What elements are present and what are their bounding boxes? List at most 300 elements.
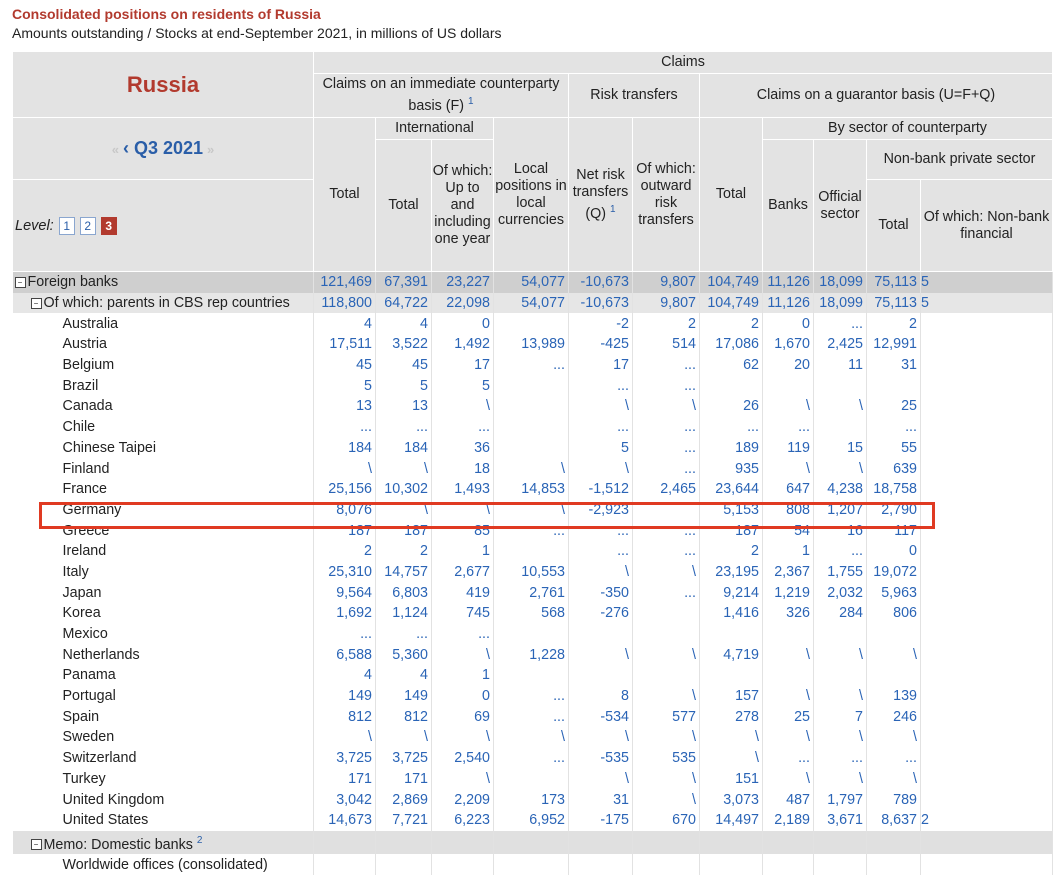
value-cell[interactable] xyxy=(700,375,763,396)
value-cell[interactable]: 1,416 xyxy=(700,603,763,624)
value-cell[interactable]: \ xyxy=(432,396,494,417)
value-cell[interactable] xyxy=(763,375,814,396)
collapse-toggle-icon[interactable]: − xyxy=(31,298,42,309)
value-cell[interactable] xyxy=(633,665,700,686)
value-cell[interactable] xyxy=(814,417,867,438)
value-cell[interactable]: -425 xyxy=(569,334,633,355)
value-cell[interactable]: \ xyxy=(814,727,867,748)
value-cell[interactable]: 419 xyxy=(432,582,494,603)
value-cell[interactable] xyxy=(867,624,921,645)
value-cell[interactable]: ... xyxy=(814,313,867,334)
value-cell[interactable]: 14,497 xyxy=(700,810,763,831)
value-cell[interactable]: 806 xyxy=(867,603,921,624)
value-cell[interactable]: 2 xyxy=(700,541,763,562)
value-cell[interactable]: 171 xyxy=(376,769,432,790)
value-cell[interactable]: \ xyxy=(633,644,700,665)
table-row[interactable] xyxy=(13,665,1053,686)
value-cell[interactable]: 104,749 xyxy=(700,293,763,314)
value-cell[interactable]: 2,189 xyxy=(763,810,814,831)
value-cell[interactable]: 75,113 xyxy=(867,293,921,314)
value-cell[interactable]: \ xyxy=(569,727,633,748)
table-row[interactable] xyxy=(13,355,1053,376)
value-cell[interactable]: ... xyxy=(633,520,700,541)
value-cell[interactable]: 17,511 xyxy=(314,334,376,355)
positions-table-viewport[interactable] xyxy=(12,51,1050,881)
value-cell[interactable]: 11,126 xyxy=(763,272,814,293)
value-cell[interactable] xyxy=(921,458,1053,479)
value-cell[interactable]: 2,465 xyxy=(633,479,700,500)
value-cell[interactable]: 278 xyxy=(700,706,763,727)
value-cell[interactable]: 2 xyxy=(314,541,376,562)
value-cell[interactable]: ... xyxy=(867,748,921,769)
value-cell[interactable] xyxy=(494,375,569,396)
value-cell[interactable]: 25,156 xyxy=(314,479,376,500)
value-cell[interactable]: ... xyxy=(494,706,569,727)
value-cell[interactable]: \ xyxy=(633,562,700,583)
value-cell[interactable]: 2 xyxy=(921,810,1053,831)
value-cell[interactable]: 0 xyxy=(867,541,921,562)
value-cell[interactable]: 19,072 xyxy=(867,562,921,583)
value-cell[interactable]: ... xyxy=(494,748,569,769)
table-row[interactable] xyxy=(13,479,1053,500)
value-cell[interactable]: ... xyxy=(867,417,921,438)
value-cell[interactable]: 184 xyxy=(314,438,376,459)
value-cell[interactable]: 5,963 xyxy=(867,582,921,603)
value-cell[interactable] xyxy=(494,769,569,790)
value-cell[interactable]: 935 xyxy=(700,458,763,479)
value-cell[interactable]: 1,228 xyxy=(494,644,569,665)
value-cell[interactable] xyxy=(700,665,763,686)
value-cell[interactable] xyxy=(494,624,569,645)
value-cell[interactable] xyxy=(921,706,1053,727)
value-cell[interactable]: 0 xyxy=(763,313,814,334)
value-cell[interactable] xyxy=(921,562,1053,583)
value-cell[interactable]: 2,761 xyxy=(494,582,569,603)
value-cell[interactable]: 12,991 xyxy=(867,334,921,355)
value-cell[interactable] xyxy=(921,396,1053,417)
value-cell[interactable]: 1 xyxy=(763,541,814,562)
value-cell[interactable]: 639 xyxy=(867,458,921,479)
value-cell[interactable]: 36 xyxy=(432,438,494,459)
value-cell[interactable]: 54,077 xyxy=(494,272,569,293)
value-cell[interactable]: 745 xyxy=(432,603,494,624)
value-cell[interactable]: 118,800 xyxy=(314,293,376,314)
value-cell[interactable]: 121,469 xyxy=(314,272,376,293)
previous-quarter-button[interactable]: ‹ xyxy=(122,137,129,158)
value-cell[interactable]: 7 xyxy=(814,706,867,727)
value-cell[interactable]: ... xyxy=(432,417,494,438)
value-cell[interactable]: 2,790 xyxy=(867,500,921,521)
table-row[interactable] xyxy=(13,500,1053,521)
value-cell[interactable]: 5 xyxy=(921,272,1053,293)
value-cell[interactable]: ... xyxy=(763,748,814,769)
value-cell[interactable]: 187 xyxy=(314,520,376,541)
value-cell[interactable]: 25,310 xyxy=(314,562,376,583)
value-cell[interactable] xyxy=(569,624,633,645)
table-row[interactable] xyxy=(13,748,1053,769)
table-row[interactable] xyxy=(13,582,1053,603)
value-cell[interactable]: \ xyxy=(494,458,569,479)
value-cell[interactable]: 67,391 xyxy=(376,272,432,293)
value-cell[interactable]: 18,099 xyxy=(814,293,867,314)
value-cell[interactable]: -2,923 xyxy=(569,500,633,521)
value-cell[interactable]: 20 xyxy=(763,355,814,376)
value-cell[interactable]: 2,209 xyxy=(432,789,494,810)
value-cell[interactable]: 9,807 xyxy=(633,272,700,293)
value-cell[interactable]: 15 xyxy=(814,438,867,459)
value-cell[interactable]: 2 xyxy=(633,313,700,334)
value-cell[interactable] xyxy=(921,541,1053,562)
collapse-toggle-icon[interactable]: − xyxy=(15,277,26,288)
value-cell[interactable]: 1,124 xyxy=(376,603,432,624)
value-cell[interactable]: \ xyxy=(814,396,867,417)
value-cell[interactable]: 789 xyxy=(867,789,921,810)
value-cell[interactable]: 1,219 xyxy=(763,582,814,603)
value-cell[interactable]: \ xyxy=(494,727,569,748)
value-cell[interactable]: ... xyxy=(763,417,814,438)
value-cell[interactable]: ... xyxy=(633,417,700,438)
value-cell[interactable]: ... xyxy=(633,375,700,396)
value-cell[interactable]: 6,803 xyxy=(376,582,432,603)
value-cell[interactable] xyxy=(633,603,700,624)
value-cell[interactable]: 5 xyxy=(314,375,376,396)
value-cell[interactable] xyxy=(867,375,921,396)
value-cell[interactable]: 13,989 xyxy=(494,334,569,355)
value-cell[interactable]: 1 xyxy=(432,541,494,562)
value-cell[interactable]: -534 xyxy=(569,706,633,727)
value-cell[interactable]: 14,673 xyxy=(314,810,376,831)
footnote-link[interactable]: 1 xyxy=(468,96,474,108)
value-cell[interactable]: \ xyxy=(763,686,814,707)
value-cell[interactable]: \ xyxy=(814,458,867,479)
value-cell[interactable]: ... xyxy=(376,417,432,438)
value-cell[interactable]: \ xyxy=(763,727,814,748)
value-cell[interactable]: ... xyxy=(700,417,763,438)
value-cell[interactable]: \ xyxy=(432,727,494,748)
value-cell[interactable]: 3,042 xyxy=(314,789,376,810)
value-cell[interactable]: 187 xyxy=(700,520,763,541)
value-cell[interactable]: 3,725 xyxy=(314,748,376,769)
value-cell[interactable]: \ xyxy=(314,458,376,479)
value-cell[interactable]: ... xyxy=(569,520,633,541)
value-cell[interactable]: 157 xyxy=(700,686,763,707)
value-cell[interactable]: ... xyxy=(494,520,569,541)
value-cell[interactable]: 808 xyxy=(763,500,814,521)
value-cell[interactable]: \ xyxy=(763,458,814,479)
value-cell[interactable]: 8,637 xyxy=(867,810,921,831)
value-cell[interactable]: ... xyxy=(814,748,867,769)
table-row[interactable] xyxy=(13,458,1053,479)
value-cell[interactable]: ... xyxy=(569,375,633,396)
value-cell[interactable]: -10,673 xyxy=(569,293,633,314)
value-cell[interactable] xyxy=(921,520,1053,541)
value-cell[interactable]: ... xyxy=(633,355,700,376)
value-cell[interactable] xyxy=(921,313,1053,334)
value-cell[interactable]: -276 xyxy=(569,603,633,624)
next-quarter-button[interactable]: » xyxy=(207,141,215,157)
value-cell[interactable]: \ xyxy=(633,686,700,707)
value-cell[interactable] xyxy=(867,665,921,686)
value-cell[interactable]: 2,677 xyxy=(432,562,494,583)
value-cell[interactable]: ... xyxy=(314,624,376,645)
value-cell[interactable] xyxy=(921,355,1053,376)
value-cell[interactable] xyxy=(921,665,1053,686)
value-cell[interactable]: 151 xyxy=(700,769,763,790)
value-cell[interactable]: 7,721 xyxy=(376,810,432,831)
collapse-toggle-icon[interactable]: − xyxy=(31,839,42,850)
value-cell[interactable]: 1,207 xyxy=(814,500,867,521)
value-cell[interactable]: \ xyxy=(569,644,633,665)
value-cell[interactable]: 14,757 xyxy=(376,562,432,583)
value-cell[interactable]: 139 xyxy=(867,686,921,707)
value-cell[interactable]: \ xyxy=(633,727,700,748)
value-cell[interactable]: 6,223 xyxy=(432,810,494,831)
value-cell[interactable]: 9,564 xyxy=(314,582,376,603)
value-cell[interactable]: 1,755 xyxy=(814,562,867,583)
value-cell[interactable] xyxy=(700,624,763,645)
value-cell[interactable]: 5 xyxy=(921,293,1053,314)
value-cell[interactable]: \ xyxy=(432,644,494,665)
value-cell[interactable]: 9,214 xyxy=(700,582,763,603)
value-cell[interactable]: 45 xyxy=(314,355,376,376)
value-cell[interactable]: ... xyxy=(314,417,376,438)
value-cell[interactable] xyxy=(494,417,569,438)
value-cell[interactable]: 119 xyxy=(763,438,814,459)
value-cell[interactable] xyxy=(921,603,1053,624)
table-row[interactable] xyxy=(13,438,1053,459)
value-cell[interactable]: \ xyxy=(763,769,814,790)
value-cell[interactable] xyxy=(921,748,1053,769)
value-cell[interactable]: ... xyxy=(633,438,700,459)
value-cell[interactable]: 117 xyxy=(867,520,921,541)
value-cell[interactable]: ... xyxy=(376,624,432,645)
value-cell[interactable] xyxy=(921,686,1053,707)
value-cell[interactable]: 4 xyxy=(376,665,432,686)
value-cell[interactable]: \ xyxy=(432,500,494,521)
value-cell[interactable]: ... xyxy=(569,541,633,562)
table-row[interactable] xyxy=(13,375,1053,396)
value-cell[interactable]: 6,952 xyxy=(494,810,569,831)
first-quarter-button[interactable]: « xyxy=(111,141,119,157)
value-cell[interactable]: \ xyxy=(376,500,432,521)
value-cell[interactable]: \ xyxy=(432,769,494,790)
table-row[interactable] xyxy=(13,603,1053,624)
value-cell[interactable]: 13 xyxy=(376,396,432,417)
value-cell[interactable]: 14,853 xyxy=(494,479,569,500)
value-cell[interactable]: 25 xyxy=(867,396,921,417)
value-cell[interactable]: ... xyxy=(569,417,633,438)
value-cell[interactable]: \ xyxy=(376,458,432,479)
value-cell[interactable]: 45 xyxy=(376,355,432,376)
value-cell[interactable]: 1,692 xyxy=(314,603,376,624)
value-cell[interactable]: \ xyxy=(314,727,376,748)
value-cell[interactable]: 2,032 xyxy=(814,582,867,603)
value-cell[interactable] xyxy=(921,438,1053,459)
value-cell[interactable] xyxy=(814,624,867,645)
value-cell[interactable]: 10,553 xyxy=(494,562,569,583)
value-cell[interactable]: 5 xyxy=(432,375,494,396)
value-cell[interactable]: ... xyxy=(633,458,700,479)
value-cell[interactable]: 17,086 xyxy=(700,334,763,355)
value-cell[interactable]: 173 xyxy=(494,789,569,810)
value-cell[interactable] xyxy=(921,582,1053,603)
value-cell[interactable]: 187 xyxy=(376,520,432,541)
value-cell[interactable]: 647 xyxy=(763,479,814,500)
value-cell[interactable]: 670 xyxy=(633,810,700,831)
value-cell[interactable]: 568 xyxy=(494,603,569,624)
value-cell[interactable] xyxy=(921,334,1053,355)
value-cell[interactable]: -2 xyxy=(569,313,633,334)
value-cell[interactable]: 5,360 xyxy=(376,644,432,665)
value-cell[interactable]: \ xyxy=(633,769,700,790)
value-cell[interactable]: 54 xyxy=(763,520,814,541)
value-cell[interactable] xyxy=(814,375,867,396)
value-cell[interactable]: \ xyxy=(569,458,633,479)
value-cell[interactable] xyxy=(494,396,569,417)
value-cell[interactable]: 31 xyxy=(569,789,633,810)
value-cell[interactable]: 3,073 xyxy=(700,789,763,810)
value-cell[interactable]: 189 xyxy=(700,438,763,459)
value-cell[interactable] xyxy=(633,624,700,645)
value-cell[interactable]: 11,126 xyxy=(763,293,814,314)
value-cell[interactable]: 2,425 xyxy=(814,334,867,355)
value-cell[interactable]: 22,098 xyxy=(432,293,494,314)
value-cell[interactable] xyxy=(763,665,814,686)
value-cell[interactable]: 0 xyxy=(432,686,494,707)
table-row[interactable] xyxy=(13,706,1053,727)
value-cell[interactable] xyxy=(921,789,1053,810)
value-cell[interactable]: 23,644 xyxy=(700,479,763,500)
value-cell[interactable]: \ xyxy=(814,644,867,665)
value-cell[interactable]: 3,725 xyxy=(376,748,432,769)
table-row[interactable] xyxy=(13,810,1053,831)
value-cell[interactable]: 1,492 xyxy=(432,334,494,355)
value-cell[interactable]: 69 xyxy=(432,706,494,727)
value-cell[interactable]: \ xyxy=(867,727,921,748)
value-cell[interactable]: 31 xyxy=(867,355,921,376)
value-cell[interactable] xyxy=(494,438,569,459)
value-cell[interactable] xyxy=(921,727,1053,748)
value-cell[interactable]: 2 xyxy=(376,541,432,562)
value-cell[interactable]: 4 xyxy=(376,313,432,334)
value-cell[interactable]: \ xyxy=(494,500,569,521)
value-cell[interactable]: \ xyxy=(700,748,763,769)
value-cell[interactable]: 54,077 xyxy=(494,293,569,314)
footnote-link[interactable]: 1 xyxy=(610,203,616,215)
value-cell[interactable]: 4 xyxy=(314,665,376,686)
footnote-link[interactable]: 2 xyxy=(196,834,203,846)
value-cell[interactable]: 10,302 xyxy=(376,479,432,500)
value-cell[interactable] xyxy=(494,541,569,562)
value-cell[interactable] xyxy=(921,624,1053,645)
value-cell[interactable]: 18 xyxy=(432,458,494,479)
value-cell[interactable]: 3,522 xyxy=(376,334,432,355)
value-cell[interactable]: -535 xyxy=(569,748,633,769)
value-cell[interactable] xyxy=(921,644,1053,665)
value-cell[interactable]: 25 xyxy=(763,706,814,727)
value-cell[interactable]: 487 xyxy=(763,789,814,810)
value-cell[interactable]: 18,758 xyxy=(867,479,921,500)
value-cell[interactable]: 812 xyxy=(376,706,432,727)
value-cell[interactable]: -10,673 xyxy=(569,272,633,293)
value-cell[interactable]: 5,153 xyxy=(700,500,763,521)
value-cell[interactable]: 184 xyxy=(376,438,432,459)
value-cell[interactable]: \ xyxy=(814,769,867,790)
value-cell[interactable]: \ xyxy=(569,769,633,790)
value-cell[interactable]: 812 xyxy=(314,706,376,727)
table-row[interactable] xyxy=(13,334,1053,355)
value-cell[interactable] xyxy=(569,665,633,686)
table-row[interactable] xyxy=(13,789,1053,810)
value-cell[interactable]: 17 xyxy=(432,355,494,376)
value-cell[interactable]: ... xyxy=(432,624,494,645)
value-cell[interactable]: \ xyxy=(569,396,633,417)
value-cell[interactable] xyxy=(921,769,1053,790)
value-cell[interactable]: -175 xyxy=(569,810,633,831)
table-row[interactable] xyxy=(13,624,1053,645)
value-cell[interactable]: 171 xyxy=(314,769,376,790)
value-cell[interactable]: 149 xyxy=(314,686,376,707)
value-cell[interactable]: 16 xyxy=(814,520,867,541)
level-2-button[interactable]: 2 xyxy=(80,217,96,235)
value-cell[interactable]: 2 xyxy=(700,313,763,334)
value-cell[interactable]: 13 xyxy=(314,396,376,417)
value-cell[interactable]: 4,238 xyxy=(814,479,867,500)
value-cell[interactable]: 246 xyxy=(867,706,921,727)
value-cell[interactable] xyxy=(494,665,569,686)
value-cell[interactable]: ... xyxy=(633,582,700,603)
value-cell[interactable]: ... xyxy=(633,541,700,562)
table-row[interactable] xyxy=(13,562,1053,583)
value-cell[interactable]: 535 xyxy=(633,748,700,769)
value-cell[interactable]: 26 xyxy=(700,396,763,417)
value-cell[interactable]: 2,367 xyxy=(763,562,814,583)
value-cell[interactable]: 55 xyxy=(867,438,921,459)
value-cell[interactable]: 8 xyxy=(569,686,633,707)
table-row[interactable] xyxy=(13,644,1053,665)
value-cell[interactable] xyxy=(763,624,814,645)
value-cell[interactable] xyxy=(494,313,569,334)
value-cell[interactable]: 0 xyxy=(432,313,494,334)
value-cell[interactable] xyxy=(921,479,1053,500)
value-cell[interactable]: 577 xyxy=(633,706,700,727)
value-cell[interactable]: 23,227 xyxy=(432,272,494,293)
value-cell[interactable]: -350 xyxy=(569,582,633,603)
value-cell[interactable]: ... xyxy=(814,541,867,562)
value-cell[interactable]: 18,099 xyxy=(814,272,867,293)
value-cell[interactable] xyxy=(921,375,1053,396)
value-cell[interactable]: 6,588 xyxy=(314,644,376,665)
value-cell[interactable] xyxy=(814,665,867,686)
table-row[interactable] xyxy=(13,769,1053,790)
value-cell[interactable]: 85 xyxy=(432,520,494,541)
value-cell[interactable]: ... xyxy=(494,355,569,376)
value-cell[interactable]: \ xyxy=(763,396,814,417)
level-1-button[interactable]: 1 xyxy=(59,217,75,235)
value-cell[interactable]: 149 xyxy=(376,686,432,707)
value-cell[interactable] xyxy=(633,500,700,521)
value-cell[interactable]: 1,670 xyxy=(763,334,814,355)
value-cell[interactable]: -1,512 xyxy=(569,479,633,500)
table-row[interactable] xyxy=(13,396,1053,417)
table-row[interactable] xyxy=(13,520,1053,541)
table-row[interactable] xyxy=(13,417,1053,438)
value-cell[interactable]: 17 xyxy=(569,355,633,376)
table-row[interactable] xyxy=(13,727,1053,748)
value-cell[interactable]: 4 xyxy=(314,313,376,334)
value-cell[interactable]: 2,869 xyxy=(376,789,432,810)
value-cell[interactable]: \ xyxy=(763,644,814,665)
